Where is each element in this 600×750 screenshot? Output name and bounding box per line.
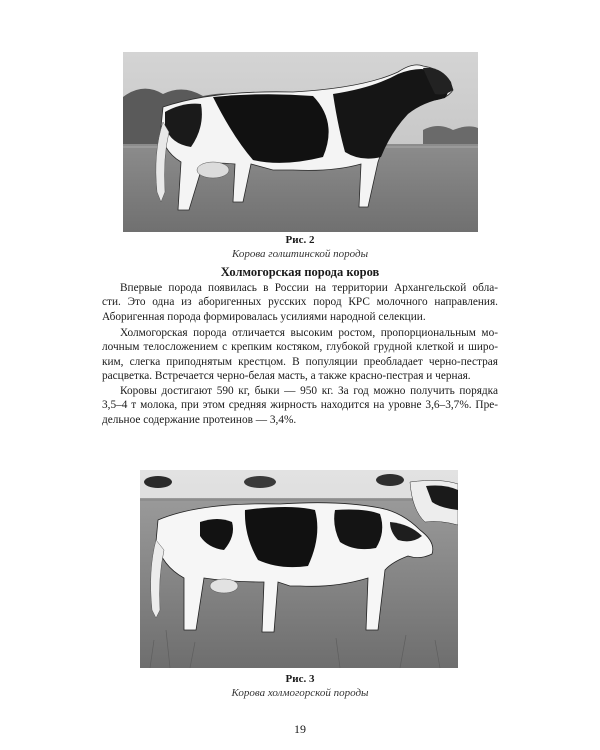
- text-line: сти. Это одна из аборигенных русских пород КРС молочного направления.: [102, 296, 498, 309]
- text-line: Холмогорская порода отличается высоким ростом, пропорциональным мо-: [120, 327, 498, 339]
- paragraph-2: [102, 326, 498, 383]
- paragraph-1: [102, 281, 498, 324]
- text-line: Коровы достигают 590 кг, быки — 950 кг. За год можно получить порядка: [120, 385, 498, 397]
- kholmogory-cow-photo: [140, 470, 458, 668]
- figure-caption: Корова холмогорской породы: [231, 687, 369, 699]
- figure-caption: Корова голштинской породы: [231, 248, 369, 260]
- holstein-cow-photo: [123, 52, 478, 232]
- paragraph-3: [102, 384, 498, 427]
- text-line: ким, слегка приподнятым крестцом. В популяции преобладает черно-пестрая: [102, 355, 498, 368]
- text-line: Аборигенная порода формировалась усилиями народной селекции.: [102, 310, 426, 323]
- kholmogory-cow-illustration: [140, 470, 458, 668]
- text-line: расцветка. Встречается черно-белая масть, а также красно-пестрая и черная.: [102, 369, 471, 382]
- text-line: лочным телосложением с крепким костяком, глубокой грудной клеткой и широ-: [102, 341, 498, 354]
- page-number: 19: [294, 722, 306, 736]
- holstein-cow-illustration: [123, 52, 478, 232]
- text-line: 3,5–4 т молока, при этом средняя жирность находится на уровне 3,6–3,7%. Пре-: [102, 399, 498, 412]
- figure-label: Рис. 2: [285, 234, 315, 246]
- text-line: дельное содержание протеинов — 3,4%.: [102, 413, 297, 426]
- text-line: Впервые порода появилась в России на территории Архангельской обла-: [120, 282, 498, 294]
- figure-label: Рис. 3: [285, 673, 315, 685]
- section-heading: Холмогорская порода коров: [220, 265, 380, 279]
